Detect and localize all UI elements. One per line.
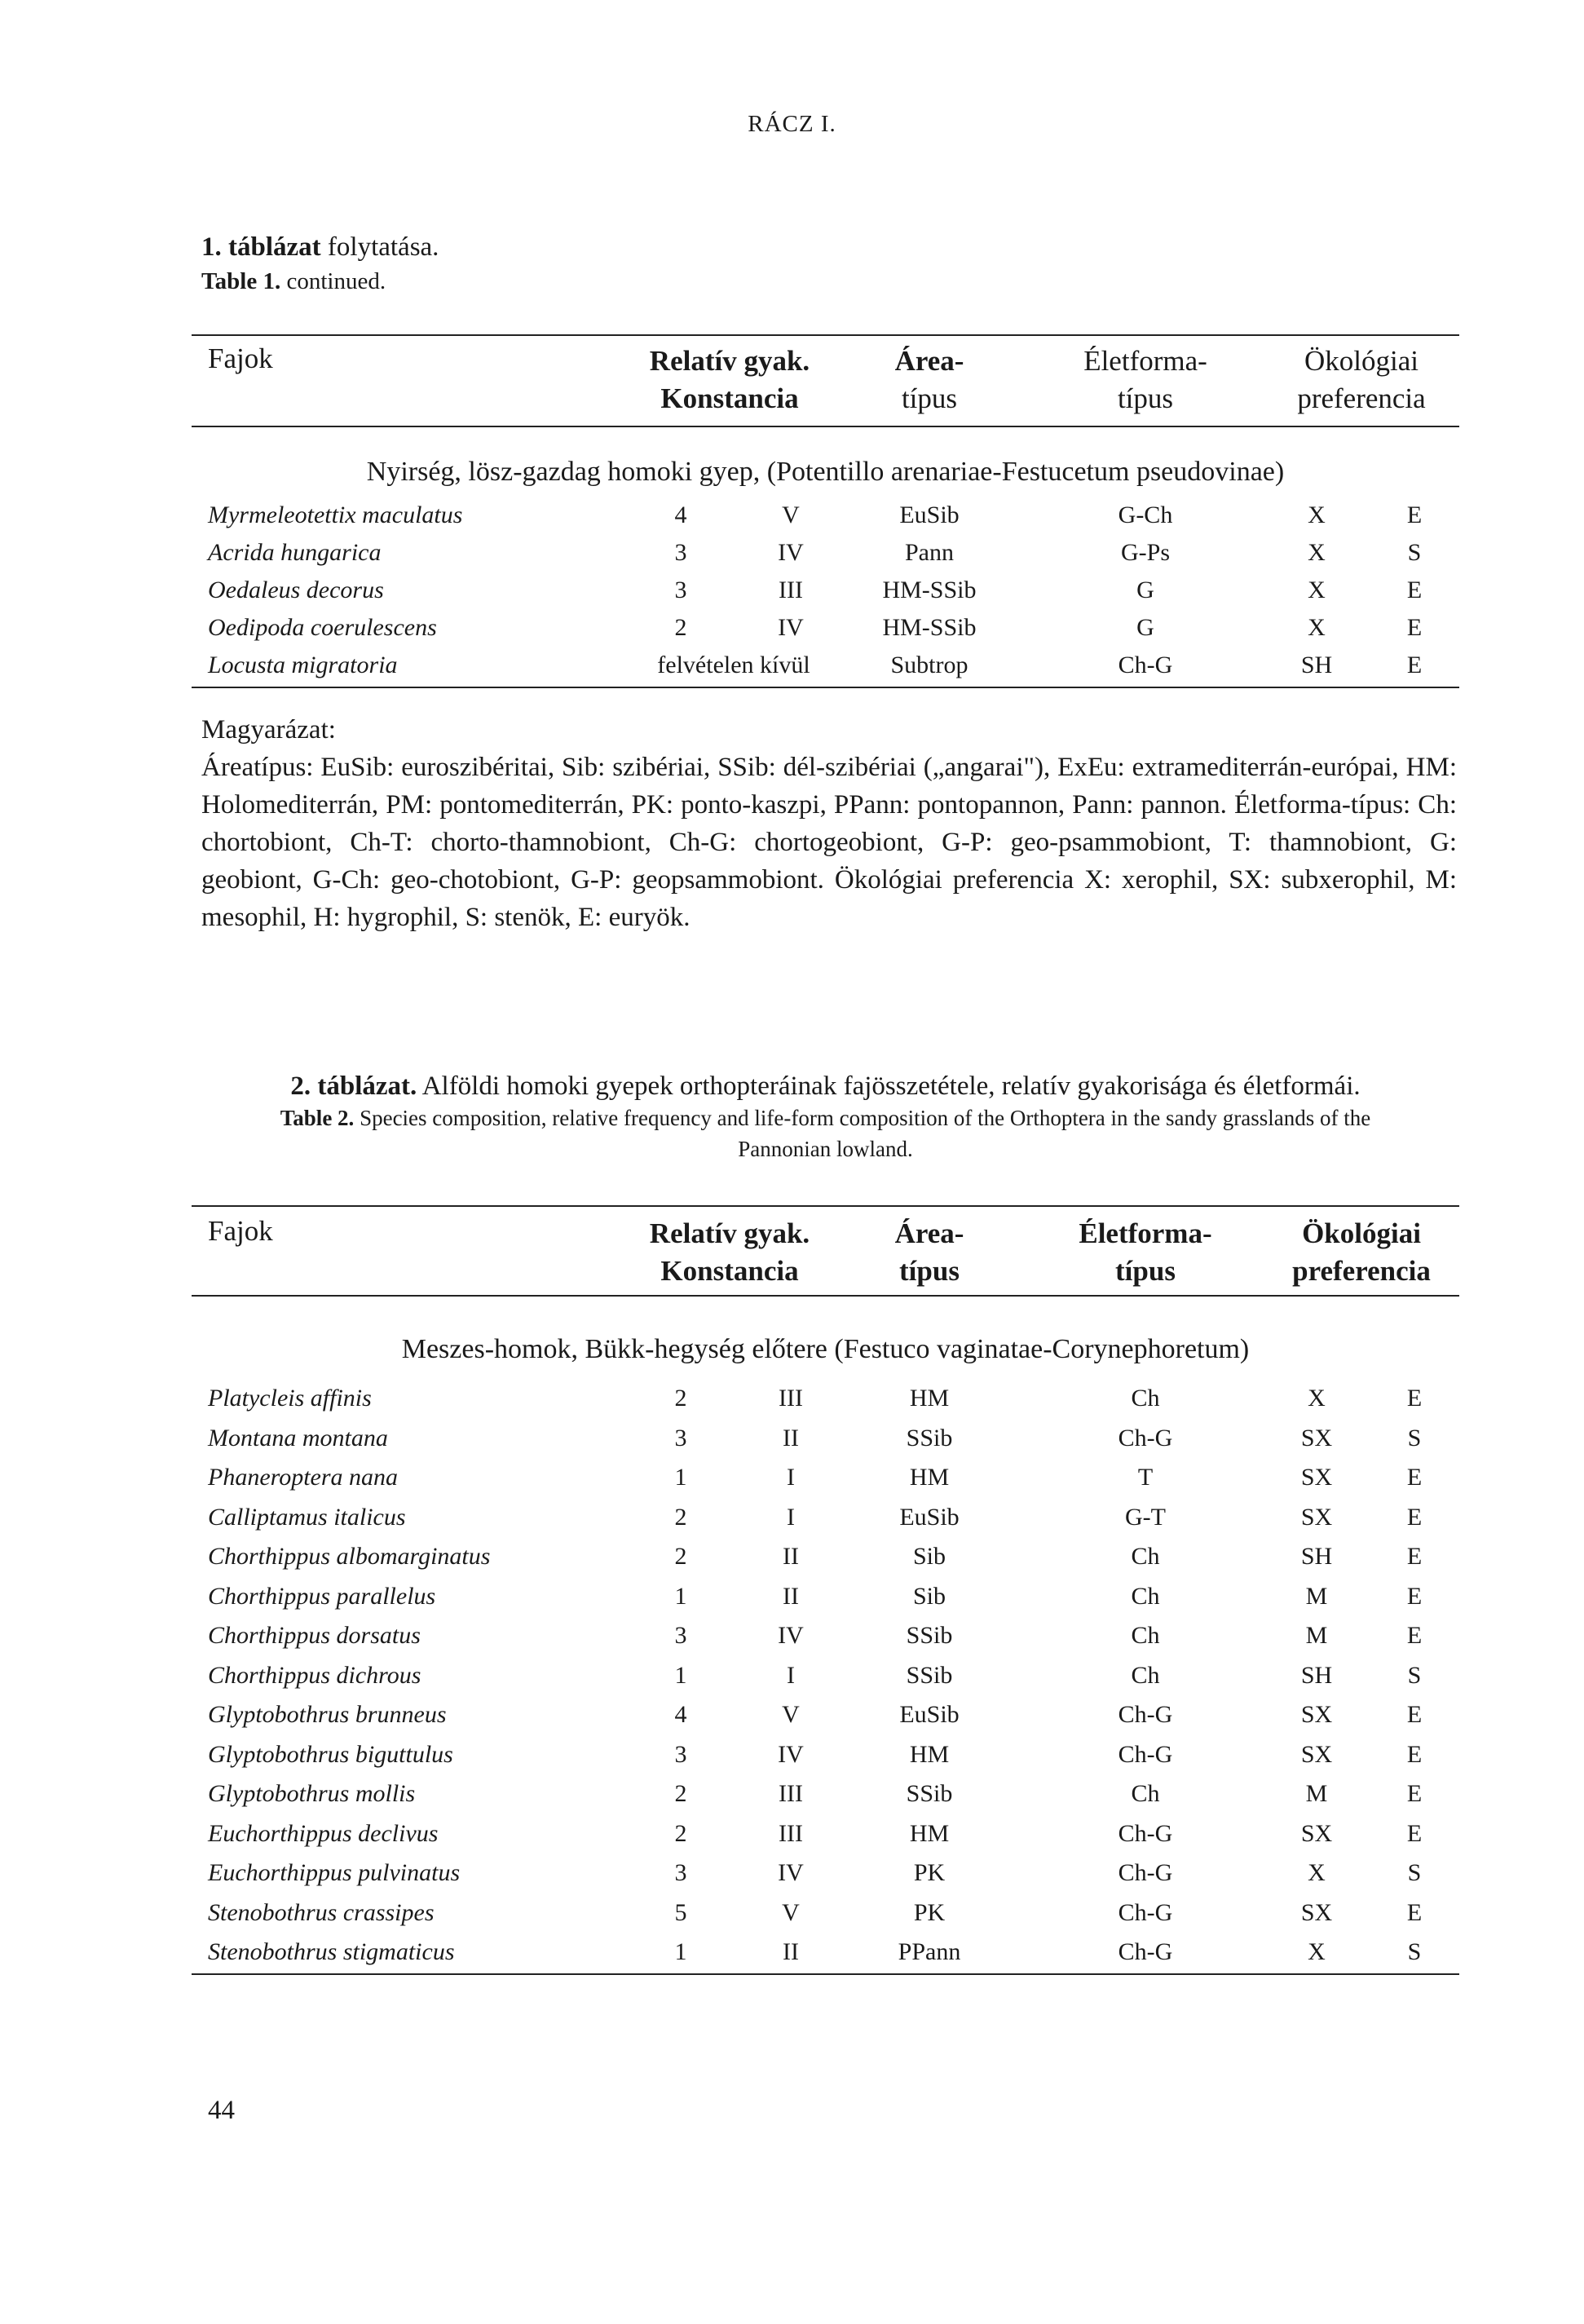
table1-caption-en-text: continued. bbox=[280, 268, 386, 294]
table2-header-fajok: Fajok bbox=[208, 1215, 273, 1247]
species-name: Oedaleus decorus bbox=[208, 577, 384, 603]
table1-header-fajok: Fajok bbox=[208, 342, 273, 374]
page-number: 44 bbox=[208, 2096, 235, 2125]
cell-oko: X bbox=[1308, 1385, 1326, 1412]
cell-gy: 4 bbox=[674, 1701, 687, 1728]
table1-header-relativ-line2: Konstancia bbox=[660, 382, 799, 414]
cell-area: HM bbox=[909, 1740, 950, 1768]
cell-e: E bbox=[1406, 1701, 1423, 1728]
cell-k: III bbox=[779, 1385, 803, 1412]
cell-k: III bbox=[779, 577, 803, 603]
table1-caption bbox=[201, 230, 439, 298]
cell-area: HM-SSib bbox=[882, 577, 977, 603]
table1-header-elet bbox=[1056, 342, 1235, 418]
cell-elet: Ch-G bbox=[1118, 1701, 1173, 1728]
cell-area: HM bbox=[909, 1385, 950, 1412]
table1 bbox=[192, 334, 1459, 693]
cell-elet: Ch-G bbox=[1118, 1740, 1173, 1768]
table1-header-area-line2: típus bbox=[901, 382, 958, 414]
cell-gy: 3 bbox=[674, 577, 687, 603]
cell-oko: X bbox=[1308, 1859, 1326, 1886]
table-row bbox=[192, 1504, 1459, 1544]
cell-k: III bbox=[779, 1819, 803, 1847]
cell-area: PK bbox=[913, 1859, 946, 1886]
species-name: Montana montana bbox=[208, 1424, 388, 1451]
cell-gy: 2 bbox=[674, 614, 687, 641]
species-name: Chorthippus parallelus bbox=[208, 1582, 436, 1610]
cell-e: E bbox=[1406, 1819, 1423, 1847]
species-name: Euchorthippus declivus bbox=[208, 1819, 439, 1847]
cell-area: EuSib bbox=[899, 1701, 960, 1728]
cell-oko: M bbox=[1305, 1582, 1328, 1610]
cell-elet: Ch-G bbox=[1118, 1898, 1173, 1926]
table-row bbox=[192, 614, 1459, 654]
cell-gy: 3 bbox=[674, 1424, 687, 1451]
cell-elet: G bbox=[1136, 614, 1154, 641]
species-name: Locusta migratoria bbox=[208, 652, 398, 678]
cell-e: E bbox=[1406, 1503, 1423, 1531]
cell-e: E bbox=[1406, 1780, 1423, 1807]
cell-gy: 3 bbox=[674, 1859, 687, 1886]
cell-oko: SX bbox=[1300, 1898, 1333, 1926]
table-row bbox=[192, 1820, 1459, 1860]
cell-gy: 3 bbox=[674, 1622, 687, 1649]
cell-elet: G-T bbox=[1125, 1503, 1166, 1531]
cell-oko: SX bbox=[1300, 1464, 1333, 1491]
cell-elet: Ch bbox=[1131, 1543, 1160, 1570]
cell-elet: G bbox=[1136, 577, 1154, 603]
cell-elet: Ch-G bbox=[1118, 1819, 1173, 1847]
table1-bottom-rule bbox=[192, 687, 1459, 688]
cell-e: E bbox=[1406, 614, 1423, 641]
table1-header-elet-line1: Életforma- bbox=[1083, 345, 1207, 377]
cell-elet: Ch bbox=[1131, 1622, 1160, 1649]
cell-elet: Ch bbox=[1131, 1582, 1160, 1610]
cell-area: HM-SSib bbox=[882, 614, 977, 641]
cell-oko: X bbox=[1308, 614, 1326, 641]
species-name: Glyptobothrus biguttulus bbox=[208, 1740, 453, 1768]
running-head: RÁCZ I. bbox=[748, 111, 836, 137]
cell-k: IV bbox=[778, 1622, 804, 1649]
cell-area: Sib bbox=[912, 1582, 946, 1610]
table1-header-relativ-line1: Relatív gyak. bbox=[649, 345, 810, 377]
cell-k: II bbox=[783, 1543, 799, 1570]
cell-k: IV bbox=[778, 539, 804, 566]
cell-gy: 3 bbox=[674, 539, 687, 566]
cell-e: E bbox=[1406, 1582, 1423, 1610]
table2-header-elet bbox=[1056, 1215, 1235, 1290]
table-row bbox=[192, 577, 1459, 616]
cell-gy: 2 bbox=[674, 1385, 687, 1412]
species-name: Chorthippus dorsatus bbox=[208, 1622, 421, 1649]
cell-oko: SX bbox=[1300, 1819, 1333, 1847]
cell-gy: 3 bbox=[674, 1740, 687, 1768]
cell-e: S bbox=[1407, 1938, 1422, 1965]
table1-caption-en-bold: Table 1. bbox=[201, 268, 281, 294]
table-row bbox=[192, 1622, 1459, 1662]
species-name: Platycleis affinis bbox=[208, 1385, 372, 1412]
cell-gy: 2 bbox=[674, 1543, 687, 1570]
cell-elet: T bbox=[1137, 1464, 1154, 1491]
cell-oko: SH bbox=[1300, 652, 1333, 678]
cell-k: I bbox=[787, 1464, 795, 1491]
cell-k: IV bbox=[778, 1740, 804, 1768]
cell-gy: 2 bbox=[674, 1780, 687, 1807]
cell-oko: SX bbox=[1300, 1740, 1333, 1768]
cell-area: HM bbox=[909, 1819, 950, 1847]
table2-caption-bold: 2. táblázat. bbox=[290, 1071, 417, 1101]
table-row bbox=[192, 1464, 1459, 1504]
cell-elet: G-Ps bbox=[1120, 539, 1170, 566]
cell-gy: 1 bbox=[674, 1464, 687, 1491]
table1-header-oko-line1: Ökológiai bbox=[1304, 345, 1419, 377]
species-name: Stenobothrus stigmaticus bbox=[208, 1938, 455, 1965]
table-row bbox=[192, 1741, 1459, 1781]
cell-elet: Ch-G bbox=[1118, 652, 1173, 678]
cell-elet: Ch-G bbox=[1118, 1424, 1173, 1451]
cell-e: S bbox=[1407, 1661, 1422, 1689]
table1-header-oko-line2: preferencia bbox=[1297, 382, 1426, 414]
cell-e: E bbox=[1406, 1543, 1423, 1570]
cell-e: S bbox=[1407, 1859, 1422, 1886]
table1-group-title: Nyirség, lösz-gazdag homoki gyep, (Potentillo arenariae-Festucetum pseudovinae) bbox=[366, 457, 1285, 487]
table-row bbox=[192, 1583, 1459, 1623]
table2-header-relativ-line2: Konstancia bbox=[660, 1255, 799, 1287]
cell-e: S bbox=[1407, 539, 1422, 566]
table2-header-oko bbox=[1268, 1215, 1455, 1290]
species-name: Stenobothrus crassipes bbox=[208, 1898, 435, 1926]
table-row bbox=[192, 1899, 1459, 1939]
table2-group-title: Meszes-homok, Bükk-hegység előtere (Festuco vaginatae-Corynephoretum) bbox=[401, 1334, 1250, 1364]
cell-k: V bbox=[782, 1898, 800, 1926]
cell-gy: felvételen kívül bbox=[657, 652, 810, 678]
cell-oko: SX bbox=[1300, 1424, 1333, 1451]
cell-e: E bbox=[1406, 1385, 1423, 1412]
table1-header-oko bbox=[1268, 342, 1455, 418]
species-name: Oedipoda coerulescens bbox=[208, 614, 437, 641]
cell-area: SSib bbox=[906, 1622, 953, 1649]
cell-oko: X bbox=[1308, 577, 1326, 603]
table-row bbox=[192, 1859, 1459, 1899]
cell-elet: Ch bbox=[1131, 1780, 1160, 1807]
table-row bbox=[192, 1780, 1459, 1820]
table-row bbox=[192, 1701, 1459, 1741]
cell-e: E bbox=[1406, 1622, 1423, 1649]
cell-k: V bbox=[782, 501, 800, 528]
table2-header-oko-line1: Ökológiai bbox=[1302, 1217, 1421, 1249]
cell-gy: 5 bbox=[674, 1898, 687, 1926]
cell-elet: Ch-G bbox=[1118, 1859, 1173, 1886]
cell-oko: SX bbox=[1300, 1503, 1333, 1531]
table2-caption bbox=[192, 1070, 1459, 1164]
table2-header-area bbox=[872, 1215, 986, 1290]
cell-e: E bbox=[1406, 652, 1423, 678]
cell-e: E bbox=[1406, 577, 1423, 603]
table1-caption-bold: 1. táblázat bbox=[201, 232, 321, 262]
cell-e: E bbox=[1406, 1464, 1423, 1491]
cell-oko: SX bbox=[1300, 1701, 1333, 1728]
cell-area: EuSib bbox=[899, 501, 960, 528]
cell-k: III bbox=[779, 1780, 803, 1807]
species-name: Myrmeleotettix maculatus bbox=[208, 501, 463, 528]
cell-oko: SH bbox=[1300, 1661, 1333, 1689]
cell-oko: X bbox=[1308, 1938, 1326, 1965]
cell-area: EuSib bbox=[899, 1503, 960, 1531]
cell-area: Sib bbox=[912, 1543, 946, 1570]
cell-e: E bbox=[1406, 1740, 1423, 1768]
table2-caption-text: Alföldi homoki gyepek orthopteráinak fajösszetétele, relatív gyakorisága és életformái. bbox=[417, 1071, 1361, 1101]
table2-header-area-line2: típus bbox=[899, 1255, 960, 1287]
cell-k: II bbox=[783, 1938, 799, 1965]
cell-e: E bbox=[1406, 501, 1423, 528]
table-row bbox=[192, 539, 1459, 579]
table2-caption-en-text: Species composition, relative frequency and life-form composition of the Orthoptera in the sandy grasslands of the Pannonian lowland. bbox=[354, 1106, 1371, 1161]
table2-header-elet-line1: Életforma- bbox=[1079, 1217, 1212, 1249]
table2-header-oko-line2: preferencia bbox=[1292, 1255, 1431, 1287]
table2-header-relativ-line1: Relatív gyak. bbox=[649, 1217, 810, 1249]
cell-k: IV bbox=[778, 1859, 804, 1886]
cell-oko: X bbox=[1308, 539, 1326, 566]
table1-header-elet-line2: típus bbox=[1117, 382, 1174, 414]
cell-oko: SH bbox=[1300, 1543, 1333, 1570]
species-name: Euchorthippus pulvinatus bbox=[208, 1859, 461, 1886]
table1-caption-text: folytatása. bbox=[320, 232, 439, 262]
table-row bbox=[192, 652, 1459, 691]
cell-k: V bbox=[782, 1701, 800, 1728]
cell-gy: 2 bbox=[674, 1819, 687, 1847]
table1-header-rule bbox=[192, 426, 1459, 427]
cell-area: Pann bbox=[905, 539, 954, 566]
cell-gy: 2 bbox=[674, 1503, 687, 1531]
cell-elet: G-Ch bbox=[1118, 501, 1173, 528]
table-row bbox=[192, 1425, 1459, 1465]
cell-area: SSib bbox=[906, 1661, 953, 1689]
cell-gy: 1 bbox=[674, 1661, 687, 1689]
cell-area: SSib bbox=[906, 1780, 953, 1807]
species-name: Glyptobothrus brunneus bbox=[208, 1701, 447, 1728]
table1-top-rule bbox=[192, 334, 1459, 336]
cell-elet: Ch-G bbox=[1118, 1938, 1173, 1965]
cell-gy: 1 bbox=[674, 1938, 687, 1965]
table1-header-area bbox=[872, 342, 986, 418]
table2-header-rule bbox=[192, 1295, 1459, 1297]
table2-caption-en-bold: Table 2. bbox=[280, 1106, 355, 1130]
explanation bbox=[201, 711, 1457, 936]
species-name: Chorthippus dichrous bbox=[208, 1661, 421, 1689]
explanation-title: Magyarázat: bbox=[201, 715, 336, 744]
cell-area: PPann bbox=[898, 1938, 961, 1965]
table1-header-relativ bbox=[624, 342, 836, 418]
cell-oko: X bbox=[1308, 501, 1326, 528]
table-row bbox=[192, 1938, 1459, 1978]
species-name: Chorthippus albomarginatus bbox=[208, 1543, 491, 1570]
cell-area: PK bbox=[913, 1898, 946, 1926]
table2-header-elet-line2: típus bbox=[1115, 1255, 1176, 1287]
cell-oko: M bbox=[1305, 1780, 1328, 1807]
cell-elet: Ch bbox=[1131, 1661, 1160, 1689]
cell-k: I bbox=[787, 1661, 795, 1689]
cell-area: SSib bbox=[906, 1424, 953, 1451]
table2-header-area-line1: Área- bbox=[894, 1217, 964, 1249]
table1-header-area-line1: Área- bbox=[894, 345, 964, 377]
table-row bbox=[192, 1662, 1459, 1702]
species-name: Acrida hungarica bbox=[208, 539, 382, 566]
cell-area: HM bbox=[909, 1464, 950, 1491]
cell-elet: Ch bbox=[1131, 1385, 1160, 1412]
species-name: Phaneroptera nana bbox=[208, 1464, 399, 1491]
table-row bbox=[192, 501, 1459, 541]
species-name: Calliptamus italicus bbox=[208, 1503, 406, 1531]
cell-e: S bbox=[1407, 1424, 1422, 1451]
cell-gy: 1 bbox=[674, 1582, 687, 1610]
table2-bottom-rule bbox=[192, 1973, 1459, 1975]
cell-k: II bbox=[783, 1582, 799, 1610]
table-row bbox=[192, 1543, 1459, 1583]
cell-k: I bbox=[787, 1503, 795, 1531]
table2 bbox=[192, 1205, 1459, 1980]
explanation-text: Áreatípus: EuSib: euroszibéritai, Sib: szibériai, SSib: dél-szibériai („angarai"), ExEu: extramediterrán-európai, HM: Holomediterrán, PM: pontomediterrán, PK: ponto-kaszpi, PPann: pontopannon, Pann: pannon. Életforma-típus: Ch: chortobiont, Ch-T: chorto-thamnobiont, Ch-G: chortogeobiont, G-P: geo-psammobiont, T: thamnobiont, G: geobiont, G-Ch: geo-chotobiont, G-P: geopsammobiont. Ökológiai preferencia X: xerophil, SX: subxerophil, M: mesophil, H: hygrophil, S: stenök, E: euryök. bbox=[201, 753, 1457, 932]
table2-top-rule bbox=[192, 1205, 1459, 1207]
table-row bbox=[192, 1385, 1459, 1425]
cell-e: E bbox=[1406, 1898, 1423, 1926]
species-name: Glyptobothrus mollis bbox=[208, 1780, 416, 1807]
table2-header-relativ bbox=[624, 1215, 836, 1290]
cell-k: IV bbox=[778, 614, 804, 641]
cell-gy: 4 bbox=[674, 501, 687, 528]
cell-k: II bbox=[783, 1424, 799, 1451]
cell-area: Subtrop bbox=[890, 652, 968, 678]
cell-oko: M bbox=[1305, 1622, 1328, 1649]
